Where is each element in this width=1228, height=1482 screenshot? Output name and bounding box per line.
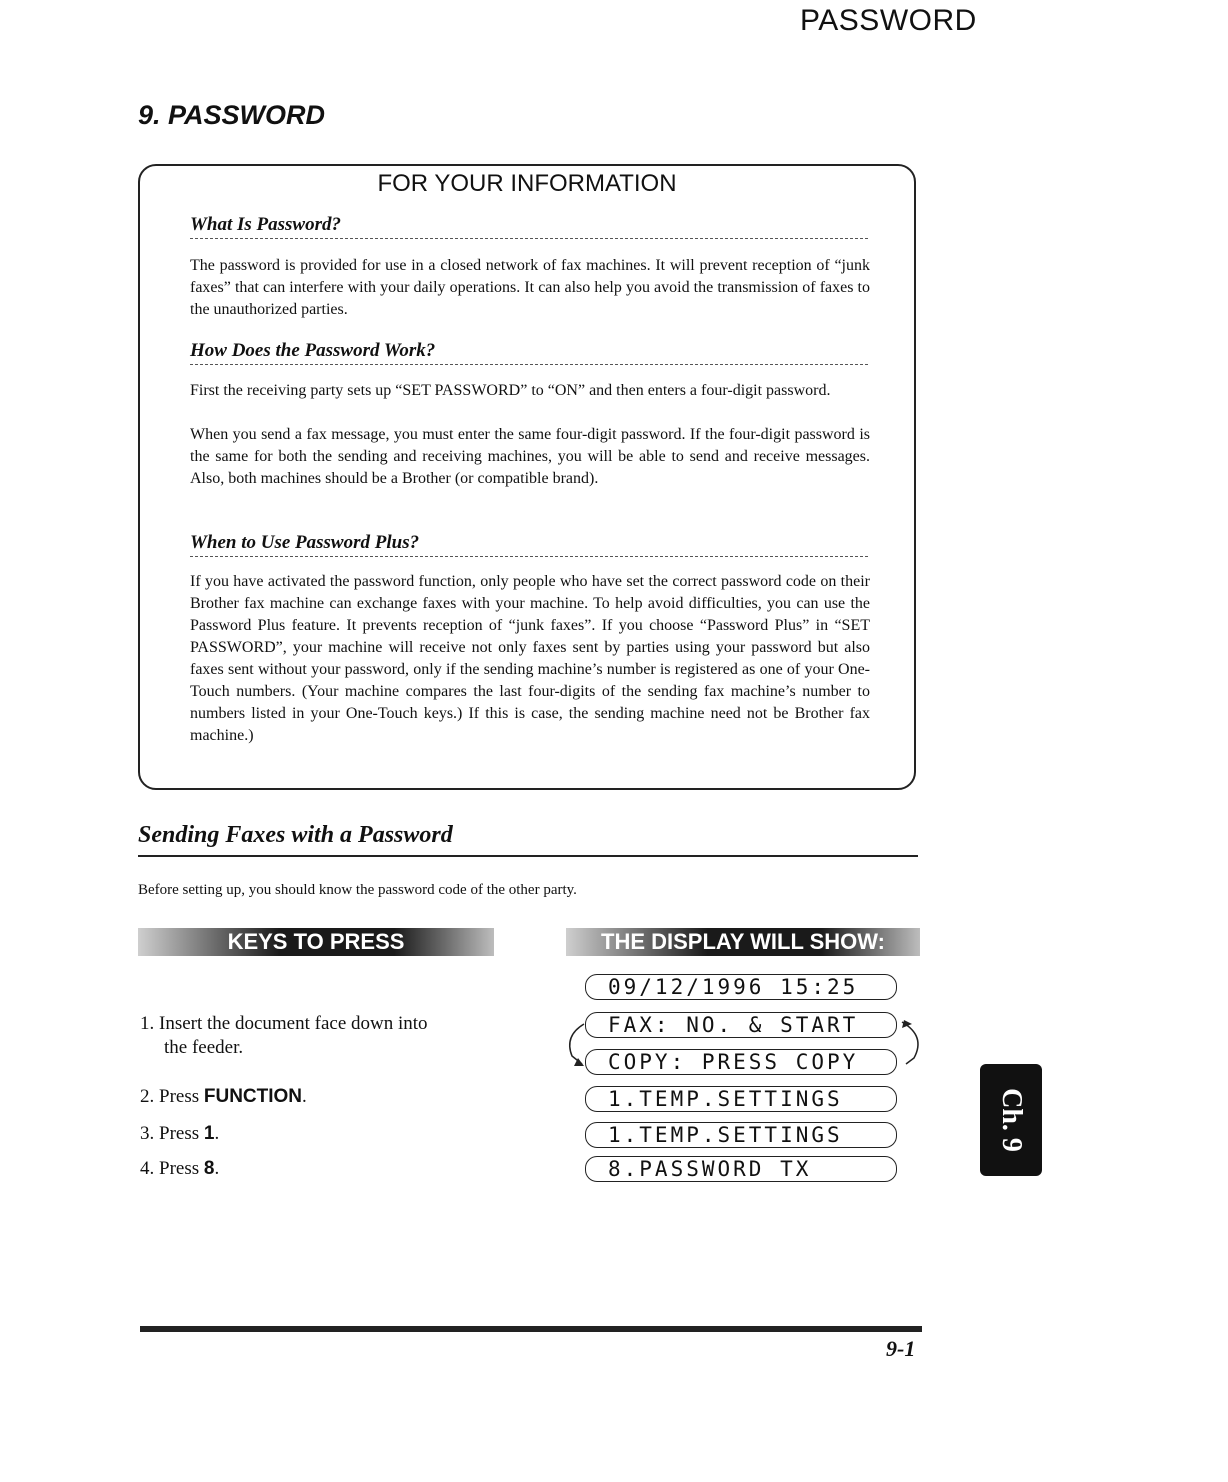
running-header: PASSWORD (800, 4, 977, 37)
paragraph-what-is-password: The password is provided for use in a closed network of fax machines. It will prevent reception of “junk faxes” that can interfere with your daily operations. It can also help you avoid the transmission of faxes to the unauthorized parties. (190, 257, 870, 318)
step-3 (140, 1122, 520, 1146)
step-prefix: Press (159, 1158, 204, 1179)
display-will-show-banner: THE DISPLAY WILL SHOW: (566, 928, 920, 956)
section-title: Sending Faxes with a Password (138, 822, 918, 857)
chapter-title: 9. PASSWORD (138, 100, 326, 130)
step-1 (140, 1012, 520, 1060)
paragraph-how-password-works-1: First the receiving party sets up “SET PASSWORD” to “ON” and then enters a four-digit password. (190, 382, 831, 399)
step-suffix: . (214, 1158, 220, 1179)
keys-to-press-banner: KEYS TO PRESS (138, 928, 494, 956)
info-box (138, 164, 916, 790)
subheading-password-plus: When to Use Password Plus? (190, 532, 868, 557)
step-text: Insert the document face down into (159, 1013, 428, 1034)
lcd-line-copy: COPY: PRESS COPY (585, 1049, 897, 1075)
step-number: 4. (140, 1158, 155, 1179)
step-prefix: Press (159, 1123, 204, 1144)
subheading-what-is-password: What Is Password? (190, 214, 868, 239)
step-number: 1. (140, 1013, 155, 1034)
lcd-line-fax-start: FAX: NO. & START (585, 1012, 897, 1038)
lcd-line-temp-settings: 1.TEMP.SETTINGS (585, 1086, 897, 1112)
paragraph-how-password-works-2: When you send a fax message, you must enter the same four-digit password. If the four-digit password is the same for both the sending and receiving machines, you will be able to send and receive messages. Also, both machines should be a Brother (or compatible brand). (190, 426, 870, 487)
footer-rule (140, 1326, 922, 1332)
lcd-line-temp-settings-2: 1.TEMP.SETTINGS (585, 1122, 897, 1148)
alternating-display-arrows-icon (550, 1012, 930, 1076)
key-function: FUNCTION (203, 1086, 303, 1107)
section-intro: Before setting up, you should know the password code of the other party. (138, 882, 577, 898)
page-number: 9-1 (886, 1336, 916, 1361)
step-text-continued: the feeder. (164, 1037, 244, 1058)
subheading-how-password-works: How Does the Password Work? (190, 340, 868, 365)
lcd-line-password-tx: 8.PASSWORD TX (585, 1156, 897, 1182)
key-8: 8 (203, 1158, 215, 1179)
step-4 (140, 1157, 520, 1181)
lcd-line-date-time: 09/12/1996 15:25 (585, 974, 897, 1000)
step-prefix: Press (159, 1086, 204, 1107)
paragraph-password-plus: If you have activated the password function, only people who have set the correct password code on their Brother fax machine can exchange faxes with your machine. To help avoid difficulties, you can use the Password Plus feature. It prevents reception of “junk faxes”. If you choose “Password Plus” in “SET PASSWORD”, your machine will receive not only faxes sent by parties using your password but also faxes sent without your password, only if the sending machine’s number is registered as one of your One-Touch numbers. (Your machine compares the last four-digits of the sending fax machine’s number to numbers listed in your One-Touch keys.) If this is case, the sending machine need not be Brother fax machine.) (190, 573, 870, 744)
key-1: 1 (203, 1123, 215, 1144)
step-2 (140, 1085, 520, 1109)
step-number: 2. (140, 1086, 155, 1107)
info-box-heading: FOR YOUR INFORMATION (377, 170, 677, 197)
chapter-tab-label: Ch. 9 (996, 1088, 1027, 1152)
step-number: 3. (140, 1123, 155, 1144)
step-suffix: . (302, 1086, 307, 1107)
step-suffix: . (214, 1123, 220, 1144)
chapter-tab (980, 1064, 1042, 1176)
